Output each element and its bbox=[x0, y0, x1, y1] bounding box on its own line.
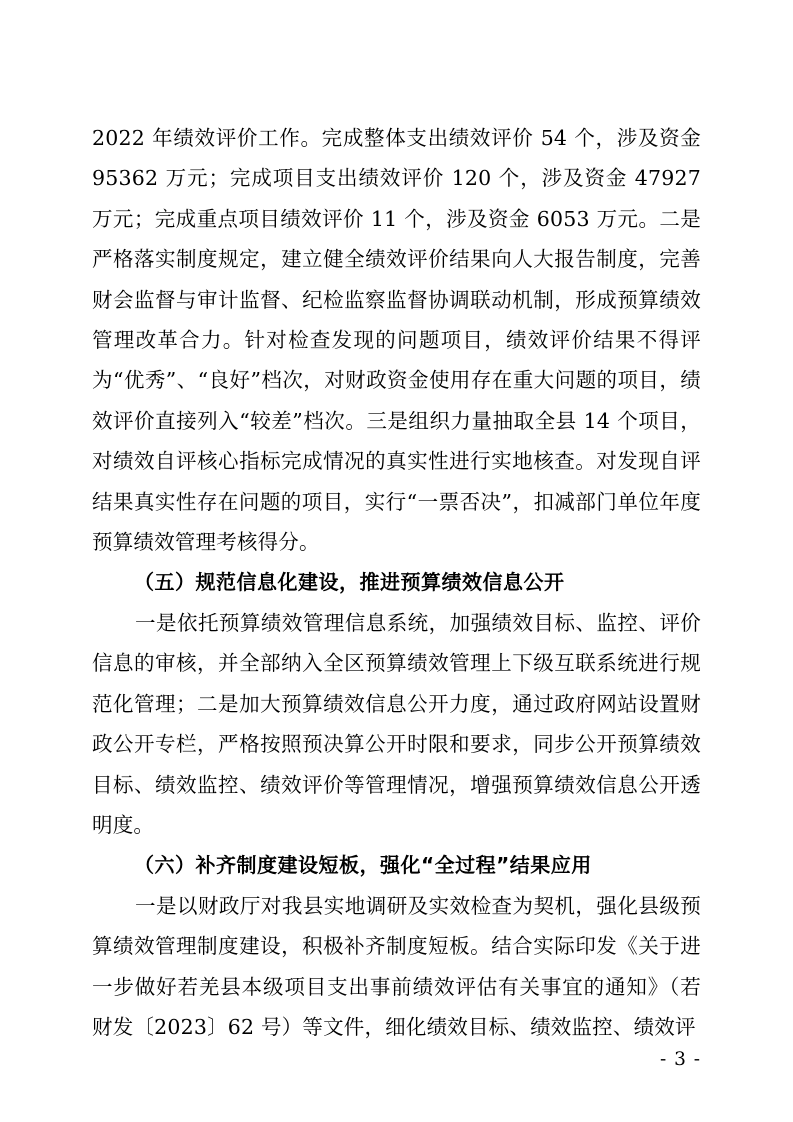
page-number: - 3 - bbox=[659, 1049, 701, 1070]
paragraph-section-six-body: 一是以财政厅对我县实地调研及实效检查为契机，强化县级预算绩效管理制度建设，积极补齐制度短板。结合实际印发《关于进一步做好若羌县本级项目支出事前绩效评估有关事宜的通知》（若财发〔2023〕62 号）等文件，细化绩效目标、绩效监控、绩效评 bbox=[92, 893, 701, 1039]
document-body bbox=[92, 118, 701, 1047]
paragraph-continuation: 2022 年绩效评价工作。完成整体支出绩效评价 54 个，涉及资金 95362 万元；完成项目支出绩效评价 120 个，涉及资金 47927 万元；完成重点项目绩效评价 11 个，涉及资金 6053 万元。二是严格落实制度规定，建立健全绩效评价结果向人大报告制度，完善财会监督与审计监督、纪检监察监督协调联动机制，形成预算绩效管理改革合力。针对检查发现的问题项目，绩效评价结果不得评为“优秀”、“良好”档次，对财政资金使用存在重大问题的项目，绩效评价直接列入“较差”档次。三是组织力量抽取全县 14 个项目，对绩效自评核心指标完成情况的真实性进行实地核查。对发现自评结果真实性存在问题的项目，实行“一票否决”，扣减部门单位年度预算绩效管理考核得分。 bbox=[92, 126, 701, 555]
section-heading-five: （五）规范信息化建设，推进预算绩效信息公开 bbox=[134, 570, 565, 595]
paragraph-section-five-body: 一是依托预算绩效管理信息系统，加强绩效目标、监控、评价信息的审核，并全部纳入全区预算绩效管理上下级互联系统进行规范化管理；二是加大预算绩效信息公开力度，通过政府网站设置财政公开专栏，严格按照预决算公开时限和要求，同步公开预算绩效目标、绩效监控、绩效评价等管理情况，增强预算绩效信息公开透明度。 bbox=[92, 610, 701, 837]
section-heading-six: （六）补齐制度建设短板，强化“全过程”结果应用 bbox=[134, 853, 592, 878]
